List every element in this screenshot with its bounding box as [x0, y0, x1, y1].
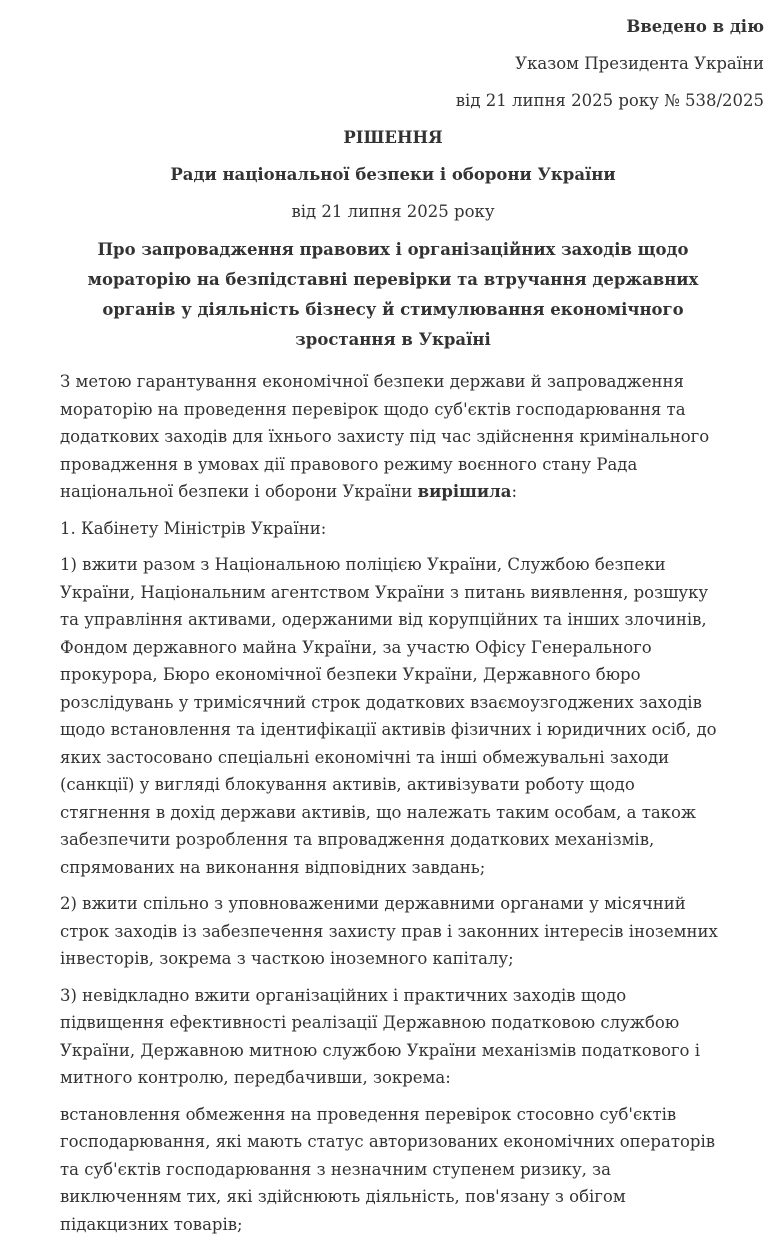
enactment-instrument: Указом Президента України [60, 50, 764, 78]
subclause-1: 1) вжити разом з Національною поліцією України, Службою безпеки України, Національним агентством України з питань виявлення, розшуку та управління активами, одержаними від корупційних та інших злочинів, Фондом державного майна України, за участю Офісу Генерального прокурора, Бюро економічної безпеки України, Державного бюро розслідувань у тримісячний строк додаткових взаємоузгоджених заходів щодо встановлення та ідентифікації активів фізичних і юридичних осіб, до яких застосовано спеціальні економічні та інші обмежувальні заходи (санкції) у вигляді блокування активів, активізувати роботу щодо стягнення в дохід держави активів, що належать таким особам, а також забезпечити розроблення та впровадження додаткових механізмів, спрямованих на виконання відповідних завдань; [60, 551, 726, 881]
subclause-3-item: встановлення обмеження на проведення перевірок стосовно суб'єктів господарювання, які мають статус авторизованих економічних операторів та суб'єктів господарювання з незначним ступенем ризику, за виключенням тих, які здійснюють діяльність, пов'язану з обігом підакцизних товарів; [60, 1101, 726, 1238]
preamble-text: З метою гарантування економічної безпеки держави й запровадження мораторію на проведення перевірок щодо суб'єктів господарювання та додаткових заходів для їхнього захисту під час здійснення кримінального провадження в умовах дії правового режиму воєнного стану Рада національної безпеки і оборони України [60, 372, 709, 501]
subclause-2: 2) вжити спільно з уповноваженими державними органами у місячний строк заходів із забезпечення захисту прав і законних інтересів іноземних інвесторів, зокрема з часткою іноземного капіталу; [60, 890, 726, 973]
document-date: від 21 липня 2025 року [60, 198, 726, 226]
enactment-date-number: від 21 липня 2025 року № 538/2025 [60, 87, 764, 115]
document-heading [60, 124, 726, 355]
enactment-status: Введено в дію [60, 13, 764, 41]
enactment-block [60, 13, 726, 115]
preamble-paragraph [60, 368, 726, 506]
preamble-decision-word: вирішила [418, 482, 512, 501]
clause-1-header: 1. Кабінету Міністрів України: [60, 515, 726, 543]
document-kind: РІШЕННЯ [60, 124, 726, 152]
issuing-authority: Ради національної безпеки і оборони України [60, 161, 726, 189]
document-title: Про запровадження правових і організаційних заходів щодо мораторію на безпідставні перевірки та втручання державних органів у діяльність бізнесу й стимулювання економічного зростання в Україні [60, 235, 726, 355]
document-body [60, 368, 726, 1238]
preamble-colon: : [511, 482, 517, 501]
subclause-3: 3) невідкладно вжити організаційних і практичних заходів щодо підвищення ефективності реалізації Державною податковою службою України, Державною митною службою України механізмів податкового і митного контролю, передбачивши, зокрема: [60, 982, 726, 1092]
